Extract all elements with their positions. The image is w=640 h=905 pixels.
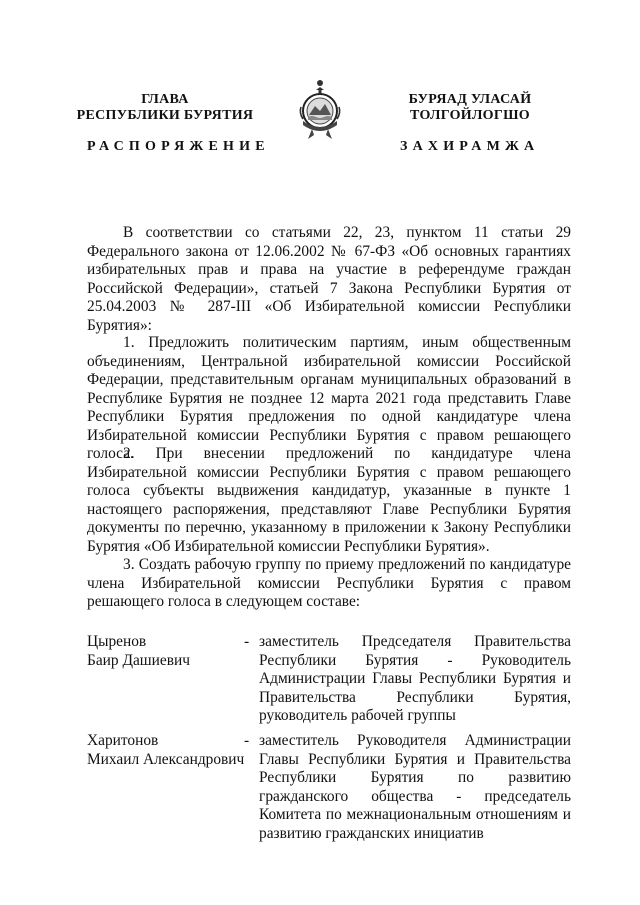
member-given-names: Баир Дашиевич — [87, 651, 190, 669]
member-surname: Харитонов — [87, 732, 159, 749]
member-name — [87, 633, 252, 670]
member-role: заместитель Председателя Правительства Республики Бурятия - Руководитель Администрации Главы Республики Бурятия и Правительства Республики Бурятия, руководитель рабочей группы — [259, 633, 571, 724]
member-given-names: Михаил Александрович — [87, 750, 245, 768]
coat-of-arms-buryatia-icon — [296, 77, 344, 143]
doc-type-russian: РАСПОРЯЖЕНИЕ — [87, 139, 270, 154]
header-right-title-line2: ТОЛГОЙЛОГШО — [410, 108, 530, 123]
item-3-paragraph — [87, 556, 571, 612]
member-name — [87, 732, 252, 769]
header-left-title-line2: РЕСПУБЛИКИ БУРЯТИЯ — [76, 108, 254, 123]
member-surname: Цыренов — [87, 633, 147, 650]
member-role: заместитель Руководителя Администрации Главы Республики Бурятия и Правительства Республики Бурятия по развитию гражданского общества - председатель Комитета по межнациональным отношениям и развитию гражданских инициатив — [259, 732, 571, 842]
member-dash: - — [244, 633, 250, 650]
doc-type-buryat: ЗАХИРАМЖА — [400, 139, 540, 154]
intro-paragraph — [87, 224, 571, 335]
member-dash: - — [244, 732, 250, 749]
item-3-text: 3. Создать рабочую группу по приему предложений по кандидатуре члена Избирательной комиссии Республики Бурятия с правом решающего голоса в следующем составе: — [87, 556, 571, 610]
header-right-title-line1: БУРЯАД УЛАСАЙ — [408, 92, 532, 107]
intro-text: В соответствии со статьями 22, 23, пунктом 11 статьи 29 Федерального закона от 12.06.2002 № 67-ФЗ «Об основных гарантиях избирательных прав и права на участие в референдуме граждан Российской Федерации», статьей 7 Закона Республики Бурятия от 25.04.2003 № 287-III «Об Избирательной комиссии Республики Бурятия»: — [87, 224, 571, 334]
item-2-paragraph — [87, 445, 571, 556]
item-2-text: 2. При внесении предложений по кандидатуре члена Избирательной комиссии Республики Бурятия с правом решающего голоса субъекты выдвижения кандидатур, указанные в пункте 1 настоящего распоряжения, представляют Главе Республики Бурятия документы по перечню, указанному в приложении к Закону Республики Бурятия «Об Избирательной комиссии Республики Бурятия». — [87, 445, 571, 555]
item-1-text: 1. Предложить политическим партиям, иным общественным объединениям, Центральной избирательной комиссии Российской Федерации, представительным органам муниципальных образований в Республике Бурятия не позднее 12 марта 2021 года представить Главе Республики Бурятия предложения по одной кандидатуре члена Избирательной комиссии Республики Бурятия с правом решающего голоса. — [87, 334, 571, 462]
header-left-title-line1: ГЛАВА — [141, 92, 189, 107]
header-left-block — [60, 92, 270, 124]
header-right-block — [370, 92, 570, 124]
